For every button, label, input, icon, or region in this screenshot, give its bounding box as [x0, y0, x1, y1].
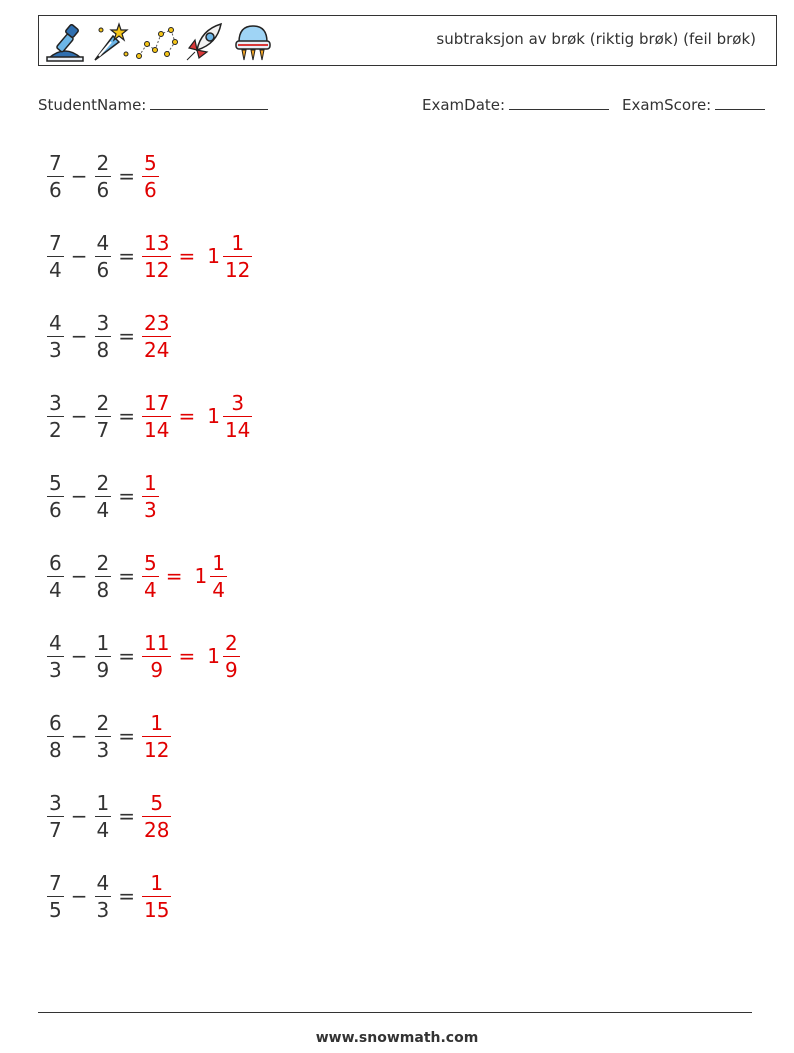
- subtrahend-fraction-numerator: 1: [96, 790, 110, 815]
- minus-sign: −: [70, 804, 88, 828]
- equals-sign: =: [178, 404, 196, 428]
- minuend-fraction-bar: [47, 176, 64, 177]
- answer-fraction-denominator: 12: [144, 737, 170, 762]
- subtrahend-fraction: [95, 630, 112, 682]
- answer-fraction-denominator: 24: [144, 337, 170, 362]
- problem-row: [46, 626, 241, 686]
- equals-sign: =: [118, 884, 135, 908]
- subtrahend-fraction: [95, 710, 112, 762]
- subtrahend-fraction-numerator: 2: [96, 550, 110, 575]
- constellation-icon: [135, 20, 179, 64]
- minuend-fraction: [47, 390, 64, 442]
- worksheet-header: [38, 15, 777, 66]
- minuend-fraction-bar: [47, 736, 64, 737]
- answer-fraction-bar: [142, 736, 171, 737]
- minuend-fraction-bar: [47, 816, 64, 817]
- subtrahend-fraction-bar: [95, 896, 112, 897]
- student-name-label: StudentName:: [38, 96, 147, 114]
- mixed-fraction: [223, 630, 240, 682]
- minus-sign: −: [70, 644, 88, 668]
- minuend-fraction-bar: [47, 336, 64, 337]
- minuend-fraction-numerator: 3: [49, 390, 62, 415]
- problem-row: [46, 146, 160, 206]
- answer-fraction-denominator: 12: [144, 257, 170, 282]
- problem-row: [46, 706, 172, 766]
- minuend-fraction-numerator: 3: [49, 790, 62, 815]
- answer-fraction: [142, 710, 171, 762]
- minus-sign: −: [70, 324, 88, 348]
- minuend-fraction: [47, 870, 64, 922]
- mixed-fraction-denominator: 4: [212, 577, 225, 602]
- problem-row: [46, 226, 253, 286]
- subtrahend-fraction-denominator: 6: [96, 257, 110, 282]
- answer-fraction: [142, 870, 171, 922]
- subtrahend-fraction-bar: [95, 816, 112, 817]
- subtrahend-fraction-denominator: 7: [96, 417, 110, 442]
- minuend-fraction-numerator: 5: [49, 470, 62, 495]
- minuend-fraction-numerator: 6: [49, 710, 62, 735]
- subtrahend-fraction-denominator: 8: [96, 337, 110, 362]
- answer-fraction-bar: [142, 336, 171, 337]
- mixed-fraction-numerator: 1: [212, 550, 225, 575]
- mixed-fraction-bar: [223, 656, 240, 657]
- subtrahend-fraction: [95, 790, 112, 842]
- mixed-fraction: [223, 230, 252, 282]
- subtrahend-fraction-numerator: 4: [96, 230, 110, 255]
- answer-fraction-numerator: 5: [144, 550, 157, 575]
- subtrahend-fraction-bar: [95, 656, 112, 657]
- minuend-fraction-denominator: 3: [49, 657, 62, 682]
- footer-url: www.snowmath.com: [315, 1030, 479, 1046]
- equals-sign: =: [118, 724, 135, 748]
- answer-fraction-numerator: 5: [150, 790, 164, 815]
- minuend-fraction-numerator: 6: [49, 550, 62, 575]
- mixed-fraction-bar: [210, 576, 227, 577]
- minuend-fraction: [47, 790, 64, 842]
- equals-sign: =: [118, 644, 135, 668]
- minuend-fraction-denominator: 5: [49, 897, 62, 922]
- equals-sign: =: [118, 244, 135, 268]
- answer-fraction-denominator: 3: [144, 497, 157, 522]
- subtrahend-fraction-denominator: 4: [96, 817, 110, 842]
- answer-fraction: [142, 390, 171, 442]
- student-name-field[interactable]: [38, 94, 268, 114]
- subtrahend-fraction-denominator: 3: [96, 737, 110, 762]
- subtrahend-fraction-numerator: 3: [96, 310, 110, 335]
- exam-date-line[interactable]: [509, 94, 609, 110]
- minuend-fraction-numerator: 4: [49, 630, 62, 655]
- minus-sign: −: [70, 564, 88, 588]
- subtrahend-fraction: [95, 550, 112, 602]
- mixed-whole: 1: [207, 404, 220, 428]
- answer-fraction-denominator: 4: [144, 577, 157, 602]
- equals-sign: =: [118, 164, 135, 188]
- subtrahend-fraction-denominator: 9: [96, 657, 110, 682]
- subtrahend-fraction: [95, 230, 112, 282]
- mixed-fraction-numerator: 1: [231, 230, 245, 255]
- mixed-fraction-denominator: 9: [224, 657, 238, 682]
- equals-sign: =: [178, 644, 196, 668]
- exam-score-line[interactable]: [715, 94, 765, 110]
- minuend-fraction-numerator: 4: [49, 310, 62, 335]
- answer-fraction-denominator: 28: [144, 817, 170, 842]
- subtrahend-fraction-numerator: 1: [96, 630, 110, 655]
- minuend-fraction-denominator: 6: [49, 177, 62, 202]
- telescope-icon: [43, 20, 87, 64]
- minuend-fraction: [47, 310, 64, 362]
- comet-icon: [91, 20, 131, 64]
- mixed-fraction-numerator: 3: [231, 390, 245, 415]
- minuend-fraction-bar: [47, 416, 64, 417]
- subtrahend-fraction-bar: [95, 736, 112, 737]
- mixed-fraction-bar: [223, 416, 252, 417]
- minuend-fraction-denominator: 6: [49, 497, 62, 522]
- answer-fraction-bar: [142, 576, 159, 577]
- answer-fraction-numerator: 1: [150, 710, 164, 735]
- minus-sign: −: [70, 884, 88, 908]
- equals-sign: =: [165, 564, 183, 588]
- subtrahend-fraction-denominator: 4: [96, 497, 110, 522]
- student-name-line[interactable]: [150, 94, 268, 110]
- answer-fraction-numerator: 11: [144, 630, 170, 655]
- minuend-fraction-denominator: 3: [49, 337, 62, 362]
- answer-fraction-bar: [142, 496, 159, 497]
- rocket-icon: [183, 20, 227, 64]
- minuend-fraction-denominator: 7: [49, 817, 62, 842]
- answer-fraction-numerator: 23: [144, 310, 170, 335]
- worksheet-title: subtraksjon av brøk (riktig brøk) (feil brøk): [436, 30, 756, 48]
- subtrahend-fraction: [95, 150, 112, 202]
- answer-fraction-bar: [142, 656, 171, 657]
- subtrahend-fraction-bar: [95, 176, 112, 177]
- minus-sign: −: [70, 404, 88, 428]
- ufo-icon: [231, 20, 275, 64]
- subtrahend-fraction: [95, 470, 112, 522]
- answer-fraction-bar: [142, 176, 159, 177]
- minus-sign: −: [70, 724, 88, 748]
- minuend-fraction: [47, 630, 64, 682]
- problem-row: [46, 466, 160, 526]
- equals-sign: =: [118, 484, 135, 508]
- mixed-whole: 1: [194, 564, 208, 588]
- answer-fraction: [142, 470, 159, 522]
- subtrahend-fraction: [95, 310, 112, 362]
- answer-fraction-bar: [142, 896, 171, 897]
- equals-sign: =: [118, 804, 135, 828]
- equals-sign: =: [178, 244, 196, 268]
- problem-row: [46, 306, 172, 366]
- exam-score-field[interactable]: [622, 94, 765, 114]
- answer-fraction-numerator: 5: [144, 150, 157, 175]
- subtrahend-fraction-bar: [95, 576, 112, 577]
- subtrahend-fraction-bar: [95, 496, 112, 497]
- mixed-fraction-denominator: 12: [224, 257, 251, 282]
- subtrahend-fraction-numerator: 2: [96, 470, 110, 495]
- exam-date-label: ExamDate:: [422, 96, 506, 114]
- minuend-fraction-numerator: 7: [49, 870, 62, 895]
- footer-divider: [38, 1012, 752, 1013]
- answer-fraction-bar: [142, 816, 171, 817]
- minus-sign: −: [70, 244, 88, 268]
- answer-fraction-numerator: 1: [150, 870, 164, 895]
- mixed-fraction-bar: [223, 256, 252, 257]
- minuend-fraction-denominator: 8: [49, 737, 62, 762]
- minuend-fraction: [47, 230, 64, 282]
- minuend-fraction-bar: [47, 496, 64, 497]
- problem-row: [46, 786, 172, 846]
- answer-fraction-numerator: 17: [144, 390, 170, 415]
- subtrahend-fraction-denominator: 8: [96, 577, 110, 602]
- subtrahend-fraction-denominator: 6: [96, 177, 110, 202]
- minuend-fraction: [47, 150, 64, 202]
- minuend-fraction-bar: [47, 256, 64, 257]
- minuend-fraction: [47, 710, 64, 762]
- answer-fraction-denominator: 14: [144, 417, 170, 442]
- answer-fraction: [142, 230, 171, 282]
- mixed-fraction: [210, 550, 227, 602]
- problem-row: [46, 866, 172, 926]
- subtrahend-fraction-denominator: 3: [96, 897, 110, 922]
- answer-fraction-bar: [142, 416, 171, 417]
- exam-fields: [38, 94, 770, 116]
- minuend-fraction-denominator: 4: [49, 577, 62, 602]
- mixed-fraction-numerator: 2: [224, 630, 238, 655]
- subtrahend-fraction: [95, 390, 112, 442]
- subtrahend-fraction: [95, 870, 112, 922]
- subtrahend-fraction-numerator: 4: [96, 870, 110, 895]
- mixed-fraction: [223, 390, 252, 442]
- subtrahend-fraction-numerator: 2: [96, 710, 110, 735]
- exam-date-field[interactable]: [422, 94, 609, 114]
- minuend-fraction-denominator: 4: [49, 257, 62, 282]
- subtrahend-fraction-numerator: 2: [96, 390, 110, 415]
- subtrahend-fraction-bar: [95, 336, 112, 337]
- problem-row: [46, 546, 228, 606]
- minuend-fraction-numerator: 7: [49, 230, 62, 255]
- answer-fraction: [142, 310, 171, 362]
- subtrahend-fraction-numerator: 2: [96, 150, 110, 175]
- answer-fraction-numerator: 13: [144, 230, 170, 255]
- subtrahend-fraction-bar: [95, 256, 112, 257]
- problem-row: [46, 386, 253, 446]
- equals-sign: =: [118, 564, 135, 588]
- minuend-fraction-bar: [47, 576, 64, 577]
- minuend-fraction-numerator: 7: [49, 150, 62, 175]
- answer-fraction: [142, 630, 171, 682]
- mixed-whole: 1: [207, 644, 220, 668]
- answer-fraction: [142, 150, 159, 202]
- minuend-fraction-bar: [47, 656, 64, 657]
- minus-sign: −: [70, 484, 88, 508]
- answer-fraction-numerator: 1: [144, 470, 157, 495]
- minuend-fraction: [47, 550, 64, 602]
- answer-fraction: [142, 550, 159, 602]
- mixed-whole: 1: [207, 244, 220, 268]
- equals-sign: =: [118, 324, 135, 348]
- equals-sign: =: [118, 404, 135, 428]
- minus-sign: −: [70, 164, 88, 188]
- minuend-fraction-bar: [47, 896, 64, 897]
- subtrahend-fraction-bar: [95, 416, 112, 417]
- minuend-fraction-denominator: 2: [49, 417, 62, 442]
- answer-fraction: [142, 790, 171, 842]
- mixed-fraction-denominator: 14: [224, 417, 251, 442]
- answer-fraction-denominator: 6: [144, 177, 157, 202]
- answer-fraction-denominator: 9: [150, 657, 164, 682]
- exam-score-label: ExamScore:: [622, 96, 712, 114]
- answer-fraction-bar: [142, 256, 171, 257]
- header-icons: [43, 20, 275, 64]
- answer-fraction-denominator: 15: [144, 897, 170, 922]
- minuend-fraction: [47, 470, 64, 522]
